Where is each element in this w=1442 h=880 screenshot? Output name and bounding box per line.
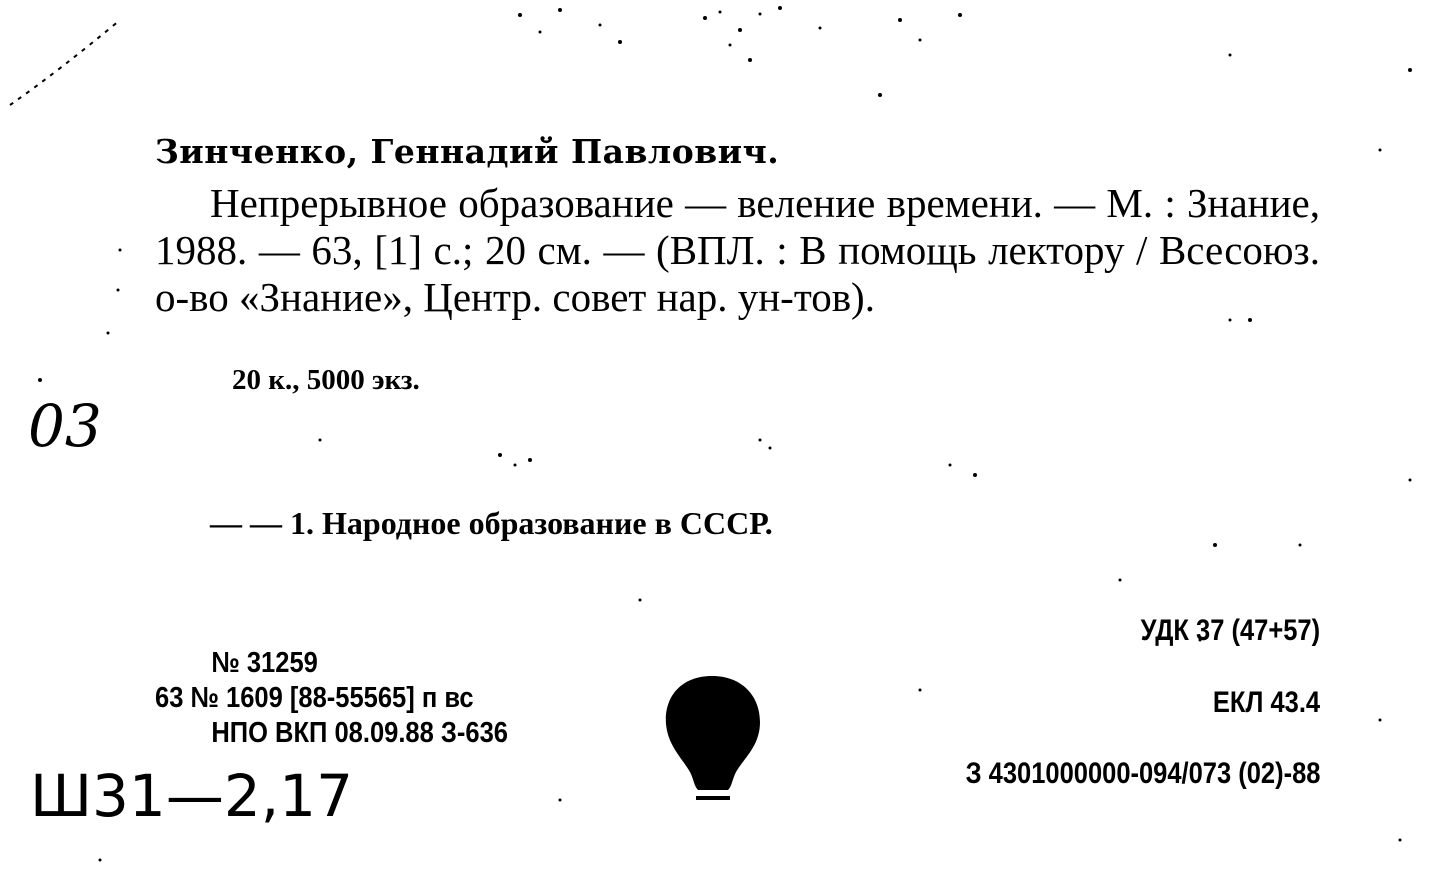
catalog-code: З 4301000000-094/073 (02)-88: [965, 757, 1320, 790]
print-info: 63 № 1609 [88-55565] п вс: [155, 682, 474, 714]
ink-blot-icon: [660, 672, 765, 807]
handwritten-note-bottom: Ш31—2,17: [30, 762, 353, 830]
print-details: [155, 646, 508, 751]
udk-code: УДК 37 (47+57): [1140, 614, 1320, 647]
npo-info: НПО ВКП 08.09.88 З-636: [211, 717, 508, 749]
handwritten-note-top: 03: [28, 392, 102, 460]
subject-heading: — — 1. Народное образование в СССР.: [210, 505, 773, 541]
price-and-run: 20 к., 5000 экз.: [232, 364, 420, 396]
card-description: Непрерывное образование — веление времени. — М. : Знание, 1988. — 63, [1] с.; 20 см. — (ВПЛ. : В помощь лектору / Всесоюз. о-во «Знание», Центр. совет нар. ун-тов).: [155, 180, 1320, 320]
ekl-code: ЕКЛ 43.4: [1212, 686, 1320, 719]
card-author: Зинченко, Геннадий Павлович.: [155, 132, 780, 171]
order-number: № 31259: [211, 647, 318, 679]
